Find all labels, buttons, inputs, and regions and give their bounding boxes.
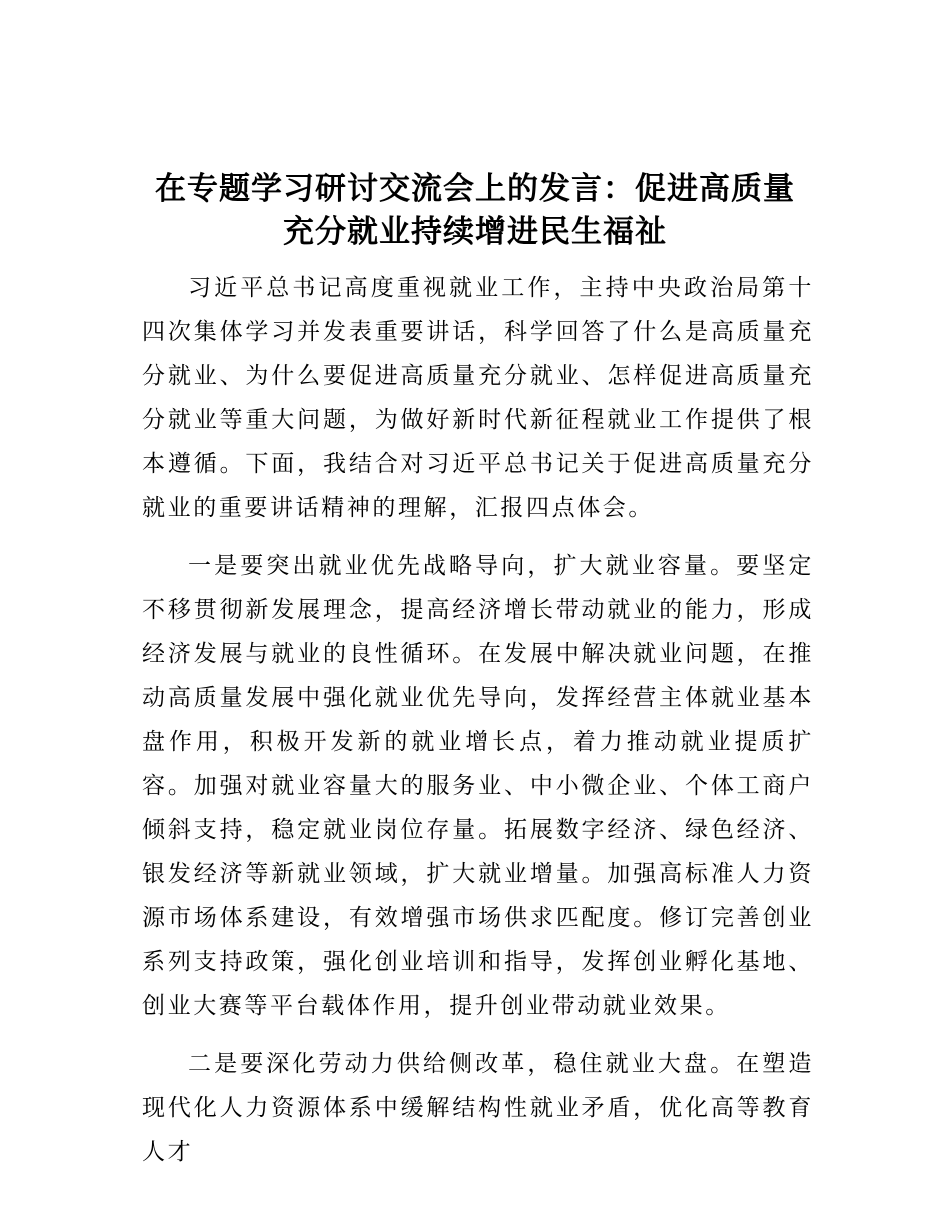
paragraph-intro: 习近平总书记高度重视就业工作，主持中央政治局第十四次集体学习并发表重要讲话，科学回答了什么是高质量充分就业、为什么要促进高质量充分就业、怎样促进高质量充分就业等重大问题，为做好新时代新征程就业工作提供了根本遵循。下面，我结合对习近平总书记关于促进高质量充分就业的重要讲话精神的理解，汇报四点体会。 — [142, 275, 814, 521]
paragraph-point-one: 一是要突出就业优先战略导向，扩大就业容量。要坚定不移贯彻新发展理念，提高经济增长带动就业的能力，形成经济发展与就业的良性循环。在发展中解决就业问题，在推动高质量发展中强化就业优先导向，发挥经营主体就业基本盘作用，积极开发新的就业增长点，着力推动就业提质扩容。加强对就业容量大的服务业、中小微企业、个体工商户倾斜支持，稳定就业岗位存量。拓展数字经济、绿色经济、银发经济等新就业领域，扩大就业增量。加强高标准人力资源市场体系建设，有效增强市场供求匹配度。修订完善创业系列支持政策，强化创业培训和指导，发挥创业孵化基地、创业大赛等平台载体作用，提升创业带动就业效果。 — [142, 553, 814, 1019]
paragraph-point-two: 二是要深化劳动力供给侧改革，稳住就业大盘。在塑造现代化人力资源体系中缓解结构性就业矛盾，优化高等教育人才 — [142, 1051, 814, 1165]
title-line-1: 在专题学习研讨交流会上的发言：促进高质量 — [155, 171, 795, 207]
title-line-2: 充分就业持续增进民生福祉 — [283, 214, 667, 250]
document-title — [120, 168, 830, 254]
document-body — [142, 266, 814, 1188]
